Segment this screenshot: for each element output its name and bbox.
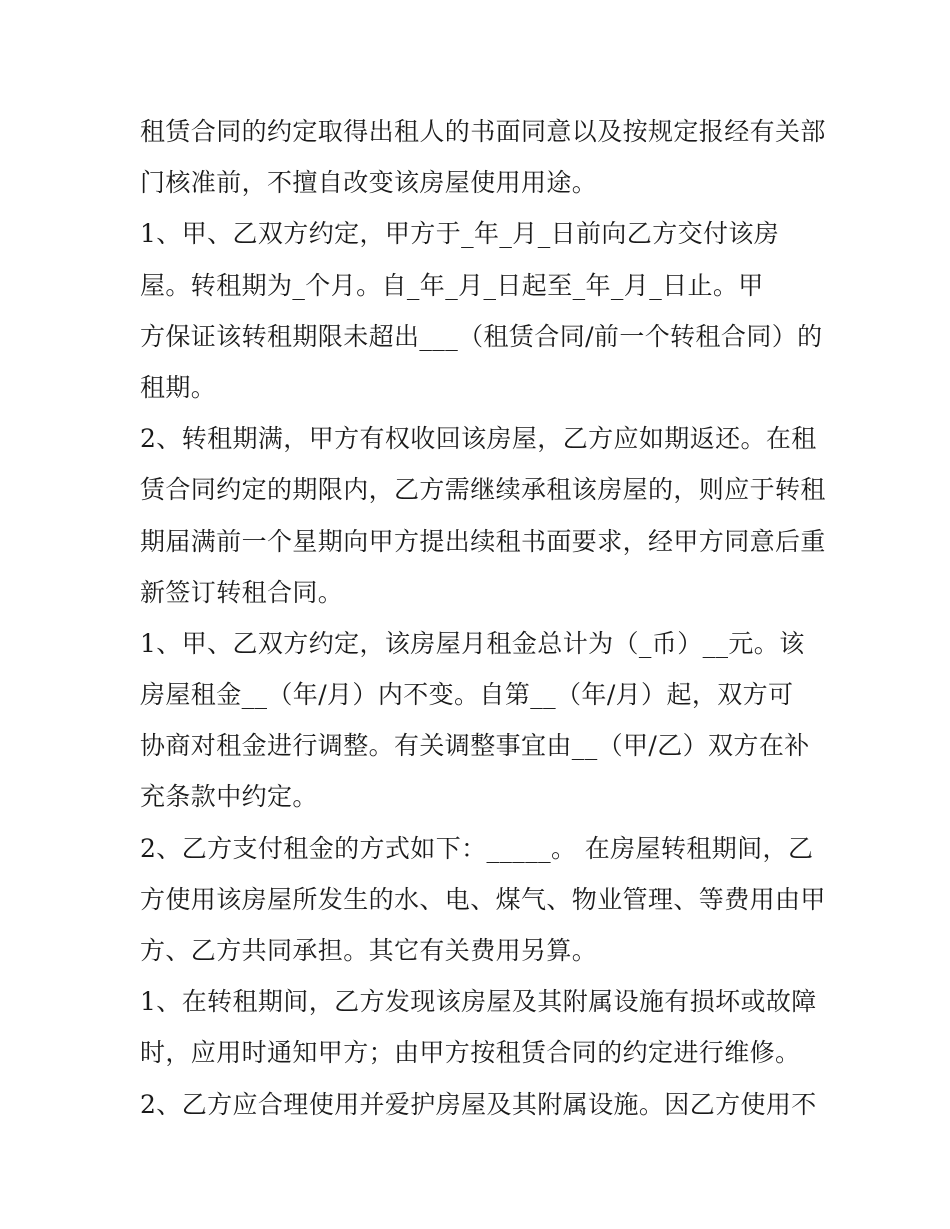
text-line: 2、乙方应合理使用并爱护房屋及其附属设施。因乙方使用不 bbox=[140, 1089, 817, 1119]
text-line: 1、在转租期间，乙方发现该房屋及其附属设施有损坏或故障 bbox=[140, 987, 817, 1017]
text-line: 2、转租期满，甲方有权收回该房屋，乙方应如期返还。在租 bbox=[140, 424, 817, 454]
text-line: 充条款中约定。 bbox=[140, 782, 318, 812]
text-line: 时，应用时通知甲方；由甲方按租赁合同的约定进行维修。 bbox=[140, 1038, 801, 1068]
text-line: 新签订转租合同。 bbox=[140, 577, 344, 607]
text-line: 房屋租金__（年/月）内不变。自第__（年/月）起，双方可 bbox=[140, 680, 794, 710]
text-line: 期届满前一个星期向甲方提出续租书面要求，经甲方同意后重 bbox=[140, 526, 826, 556]
text-line: 方使用该房屋所发生的水、电、煤气、物业管理、等费用由甲 bbox=[140, 884, 826, 914]
text-line: 屋。转租期为_个月。自_年_月_日起至_年_月_日止。甲 bbox=[140, 270, 764, 300]
text-line: 租赁合同的约定取得出租人的书面同意以及按规定报经有关部 bbox=[140, 117, 826, 146]
text-line: 租期。 bbox=[140, 372, 217, 402]
text-line: 2、乙方支付租金的方式如下：_____。 在房屋转租期间，乙 bbox=[140, 833, 814, 863]
text-line: 1、甲、乙双方约定，该房屋月租金总计为（_币）__元。该 bbox=[140, 628, 805, 658]
text-line: 门核准前，不擅自改变该房屋使用用途。 bbox=[140, 168, 598, 198]
document-body bbox=[140, 106, 826, 1130]
text-line: 方保证该转租期限未超出___（租赁合同/前一个转租合同）的 bbox=[140, 321, 823, 351]
text-line: 方、乙方共同承担。其它有关费用另算。 bbox=[140, 936, 598, 965]
text-line: 赁合同约定的期限内，乙方需继续承租该房屋的，则应于转租 bbox=[140, 475, 826, 505]
text-line: 1、甲、乙双方约定，甲方于_年_月_日前向乙方交付该房 bbox=[140, 219, 780, 249]
text-line: 协商对租金进行调整。有关调整事宜由__（甲/乙）双方在补 bbox=[140, 731, 810, 761]
